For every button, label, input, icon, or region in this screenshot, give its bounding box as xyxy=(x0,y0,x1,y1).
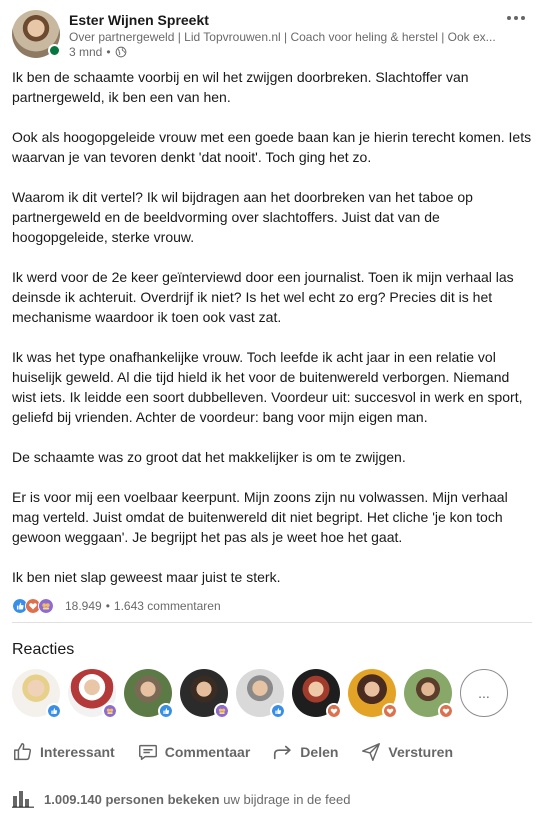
post-meta xyxy=(69,45,127,59)
post-paragraph: Ook als hoogopgeleide vrouw met een goede baan kan je hierin terecht komen. Iets waarvan je van tevoren denkt 'dat nooit'. Toch ging het zo. xyxy=(12,129,532,165)
like-reaction-icon xyxy=(158,703,174,719)
meta-separator: • xyxy=(106,45,111,59)
action-bar xyxy=(12,738,532,766)
author-name[interactable]: Ester Wijnen Spreekt xyxy=(69,12,209,28)
impressions-count: 1.009.140 personen bekeken xyxy=(44,791,220,807)
author-headline: Over partnergeweld | Lid Topvrouwen.nl | Coach voor heling & herstel | Ook ex... xyxy=(69,30,496,44)
post-paragraph: Er is voor mij een voelbaar keerpunt. Mijn zoons zijn nu volwassen. Mijn verhaal mag verteld. Juist omdat de buitenwereld dit niet begript. Het cliche 'je kon toch gewoon weggaan'. Je begrijpt het pas als je weet hoe het gaat. xyxy=(12,489,508,545)
ellipsis-dot xyxy=(514,16,518,20)
comments-count[interactable]: 1.643 commentaren xyxy=(113,599,221,613)
love-reaction-icon xyxy=(438,703,454,719)
like-reaction-icon xyxy=(270,703,286,719)
bar-chart-icon xyxy=(12,790,34,808)
impressions-suffix: uw bijdrage in de feed xyxy=(223,791,351,807)
reacties-title: Reacties xyxy=(12,641,75,658)
more-reactors-button[interactable]: ... xyxy=(460,669,508,717)
impressions-row[interactable] xyxy=(12,790,350,808)
send-button[interactable] xyxy=(360,741,453,763)
comment-bubble-icon xyxy=(137,741,159,763)
insightful-reaction-icon xyxy=(214,703,230,719)
post-paragraph: Ik werd voor de 2e keer geïnterviewd door een journalist. Toen ik mijn verhaal las deinsde ik achteruit. Overdrijf ik niet? Is het wel echt zo erg? Precies dit is het mechanisme waardoor ik toen ook vast zat. xyxy=(12,269,514,325)
online-status-dot xyxy=(48,44,61,57)
post-paragraph: Ik was het type onafhankelijke vrouw. Toch leefde ik acht jaar in een relatie vol huiselijk geweld. Al die tijd hield ik het voor de buitenwereld verborgen. Niemand wist iets. Ik leidde een soort dubbelleven. Voordeur uit: succesvol in werk en sport, geliefd bij vrienden. Achter de voordeur: bang voor mijn eigen man. xyxy=(12,349,523,425)
reactor-avatar[interactable] xyxy=(292,669,340,717)
insightful-reaction-icon xyxy=(38,598,54,614)
post-text xyxy=(12,67,532,607)
post-paragraph: Waarom ik dit vertel? Ik wil bijdragen aan het doorbreken van het taboe op partnergeweld en de beeldvorming over slachtoffers. Juist dat van de hoogopgeleide, sterke vrouw. xyxy=(12,189,473,245)
thumbs-up-icon xyxy=(12,741,34,763)
more-options-button[interactable] xyxy=(500,8,532,28)
counts-separator: • xyxy=(105,599,110,613)
reactions-count[interactable]: 18.949 xyxy=(65,599,102,613)
love-reaction-icon xyxy=(382,703,398,719)
comment-button[interactable] xyxy=(137,741,251,763)
social-counts xyxy=(12,596,221,616)
paper-plane-icon xyxy=(360,741,382,763)
reactor-avatar[interactable] xyxy=(404,669,452,717)
share-arrow-icon xyxy=(272,741,294,763)
globe-icon xyxy=(115,46,127,58)
reaction-icons[interactable] xyxy=(12,598,51,614)
post-paragraph: Ik ben de schaamte voorbij en wil het zwijgen doorbreken. Slachtoffer van partnergeweld, ik ben een van hen. xyxy=(12,69,469,105)
insightful-reaction-icon xyxy=(102,703,118,719)
share-label: Delen xyxy=(300,744,339,760)
share-button[interactable] xyxy=(272,741,338,763)
like-reaction-icon xyxy=(46,703,62,719)
post-time: 3 mnd xyxy=(69,45,103,59)
reactor-avatar[interactable] xyxy=(348,669,396,717)
like-label: Interessant xyxy=(40,744,115,760)
reactor-avatar[interactable] xyxy=(68,669,116,717)
like-button[interactable] xyxy=(12,741,115,763)
reactor-avatar[interactable] xyxy=(180,669,228,717)
send-label: Versturen xyxy=(388,744,454,760)
post-header xyxy=(12,10,532,62)
counts-text xyxy=(65,599,221,613)
love-reaction-icon xyxy=(326,703,342,719)
reactor-avatar[interactable] xyxy=(12,669,60,717)
reactor-avatar[interactable] xyxy=(124,669,172,717)
reactor-avatar[interactable] xyxy=(236,669,284,717)
post-paragraph: De schaamte was zo groot dat het makkelijker is om te zwijgen. xyxy=(12,449,406,465)
post-paragraph: Ik ben niet slap geweest maar juist te sterk. xyxy=(12,569,281,585)
divider xyxy=(12,622,532,623)
ellipsis-icon xyxy=(507,16,511,20)
ellipsis-dot xyxy=(521,16,525,20)
reactor-list xyxy=(12,669,512,721)
comment-label: Commentaar xyxy=(164,744,251,760)
